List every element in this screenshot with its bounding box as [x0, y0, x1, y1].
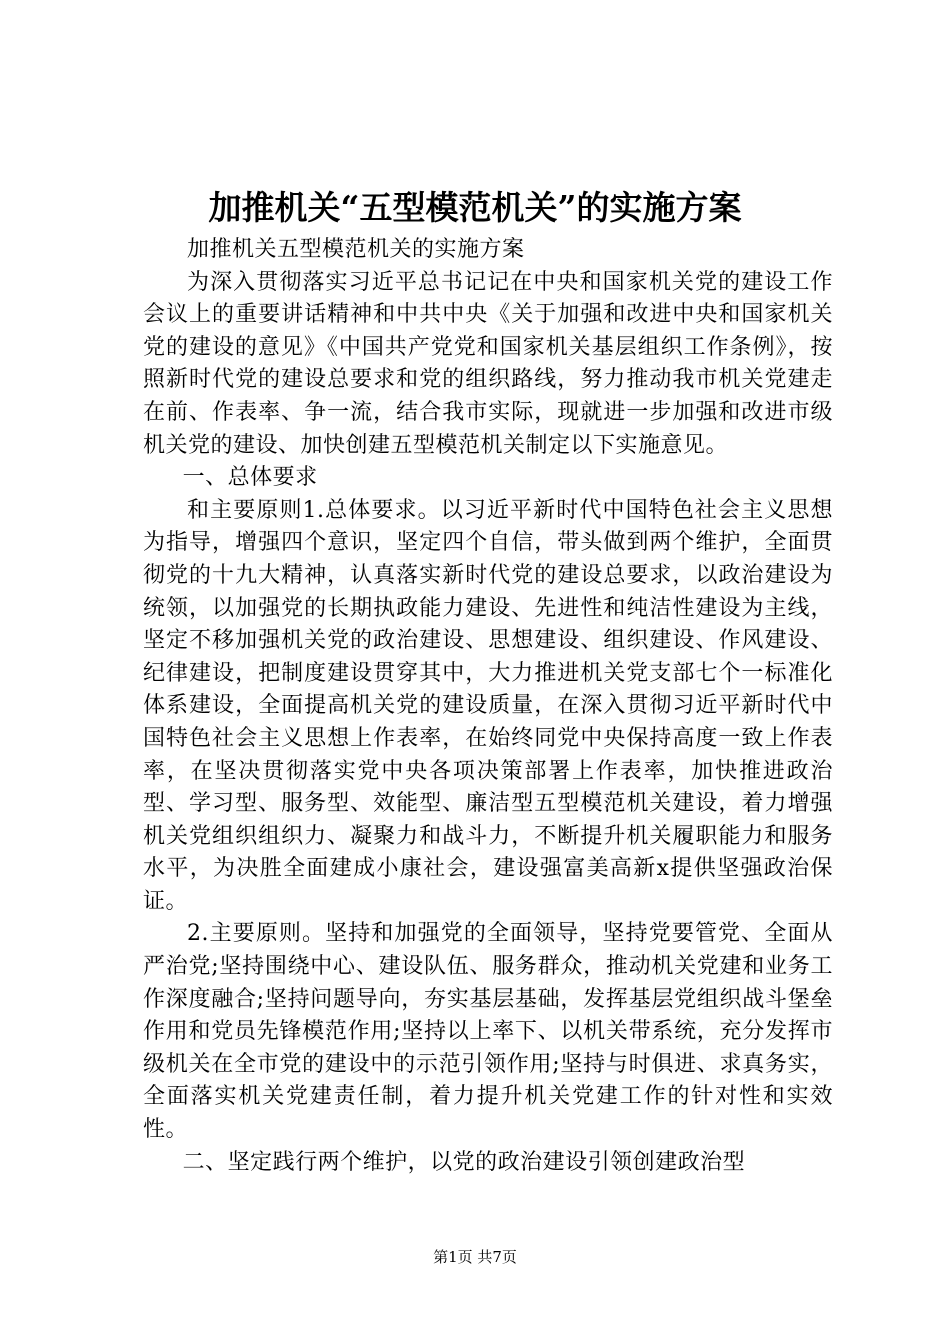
main-principles-paragraph: 2.主要原则。坚持和加强党的全面领导，坚持党要管党、全面从严治党;坚持围绕中心、建设队伍、服务群众，推动机关党建和业务工作深度融合;坚持问题导向，夯实基层基础，发挥基层党组织战斗堡垒作用和党员先锋模范作用;坚持以上率下、以机关带系统，充分发挥市级机关在全市党的建设中的示范引领作用;坚持与时俱进、求真务实，全面落实机关党建责任制，着力提升机关党建工作的针对性和实效性。: [143, 921, 833, 1143]
page-footer: [0, 1247, 950, 1267]
intro-paragraph: 为深入贯彻落实习近平总书记记在中央和国家机关党的建设工作会议上的重要讲话精神和中共中央《关于加强和改进中央和国家机关党的建设的意见》《中国共产党党和国家机关基层组织工作条例》，按照新时代党的建设总要求和党的组织路线，努力推动我市机关党建走在前、作表率、争一流，结合我市实际，现就进一步加强和改进市级机关党的建设、加快创建五型模范机关制定以下实施意见。: [143, 269, 833, 458]
page-number-label: 第1页 共7页: [433, 1248, 517, 1266]
section-heading-1: 一、总体要求: [182, 465, 318, 491]
section-heading-2: 二、坚定践行两个维护，以党的政治建设引领创建政治型: [182, 1149, 746, 1175]
subtitle-paragraph: 加推机关五型模范机关的实施方案: [187, 237, 525, 262]
document-body: [143, 234, 833, 1179]
general-requirements-paragraph: 和主要原则1.总体要求。以习近平新时代中国特色社会主义思想为指导，增强四个意识，坚定四个自信，带头做到两个维护，全面贯彻党的十九大精神，认真落实新时代党的建设总要求，以政治建设为统领，以加强党的长期执政能力建设、先进性和纯洁性建设为主线，坚定不移加强机关党的政治建设、思想建设、组织建设、作风建设、纪律建设，把制度建设贯穿其中，大力推进机关党支部七个一标准化体系建设，全面提高机关党的建设质量，在深入贯彻习近平新时代中国特色社会主义思想上作表率，在始终同党中央保持高度一致上作表率，在坚决贯彻落实党中央各项决策部署上作表率，加快推进政治型、学习型、服务型、效能型、廉洁型五型模范机关建设，着力增强机关党组织组织力、凝聚力和战斗力，不断提升机关履职能力和服务水平，为决胜全面建成小康社会，建设强富美高新x提供坚强政治保证。: [143, 497, 833, 914]
document-title: 加推机关“五型模范机关”的实施方案: [208, 188, 742, 227]
